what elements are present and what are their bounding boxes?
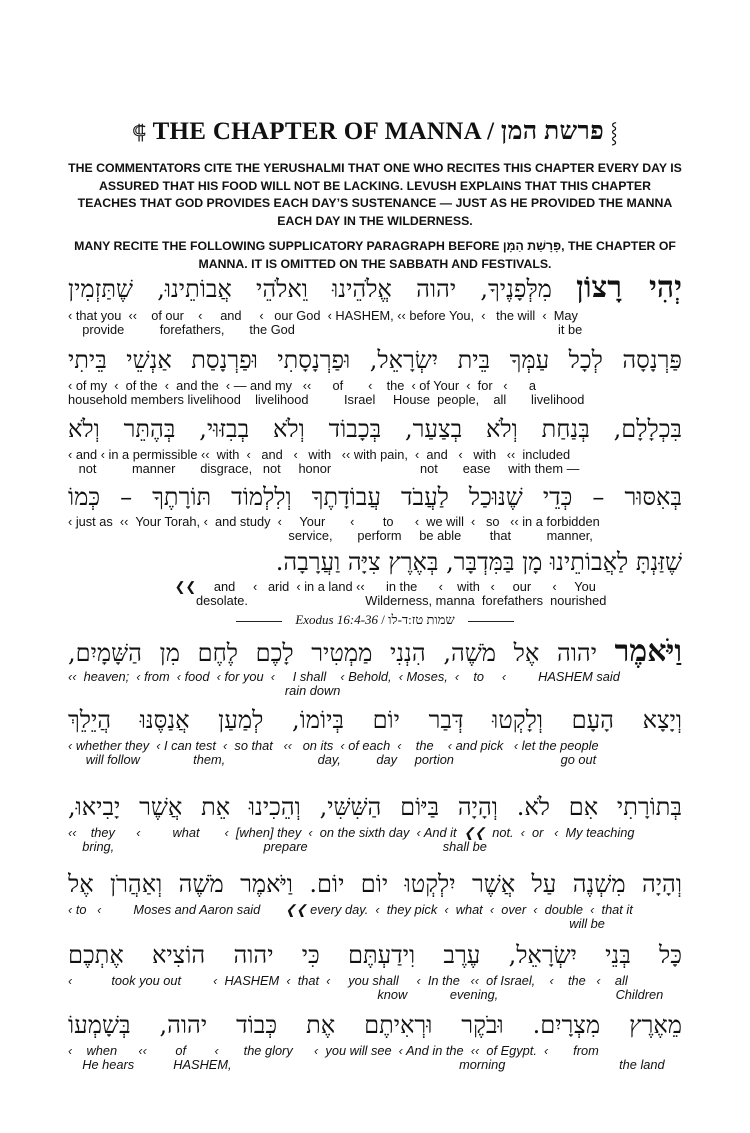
reference-hebrew: שמות טז:ד-לו [388, 612, 455, 627]
scripture-hebrew-line: כָּל בְּנֵי יִשְׂרָאֵל, עֶרֶב וִידַעְתֶּם כִּי יהוה הוֹצִיא אֶתְכֶם [68, 941, 682, 969]
interlinear-translation: He hears HASHEM, morning the land [68, 1058, 665, 1072]
interlinear-translation: ‹ to ‹ Moses and Aaron said ❮❮ every day. ‹ they pick ‹ what ‹ over ‹ double ‹ that it [68, 903, 633, 917]
opening-word: וַיֹּאמֶר [614, 634, 682, 669]
supplication-note: MANY RECITE THE FOLLOWING SUPPLICATORY PARAGRAPH BEFORE פָּרָשַׁת הַמָּן, THE CHAPTER OF MANNA. IT IS OMITTED ON THE SABBATH AND FESTIVALS. [74, 239, 676, 271]
title-text: THE CHAPTER OF MANNA / פרשת המן [152, 118, 604, 145]
interlinear-translation: ‹ that you ‹‹ of our ‹ and ‹ our God ‹ HASHEM, ‹‹ before You, ‹ the will ‹ May [68, 309, 578, 323]
interlinear-translation: provide forefathers, the God it be [68, 323, 583, 337]
interlinear-translation: will follow them, day, day portion go out [68, 753, 597, 767]
scripture-hebrew-line [68, 632, 682, 672]
interlinear-translation: ‹ just as ‹‹ Your Torah, ‹ and study ‹ Your ‹ to ‹ we will ‹ so ‹‹ in a forbidden [68, 515, 600, 529]
interlinear-translation: ‹ and ‹ in a permissible ‹‹ with ‹ and ‹ with ‹‹ with pain, ‹ and ‹ with ‹‹ included [68, 448, 571, 462]
prayer-hebrew-line: פַּרְנָסָה לְכָל עַמְּךָ בֵּית יִשְׂרָאֵל, וּפַרְנָסָתִי וּפַרְנָסַת אַנְשֵׁי בֵּיתִי [68, 346, 682, 374]
hebrew-text: יהוה אֶל מֹשֶׁה, הִנְנִי מַמְטִיר לָכֶם לֶחֶם מִן הַשָּׁמָיִם, [68, 639, 597, 667]
interlinear-translation: ‹‹ they ‹ what ‹ [when] they ‹ on the sixth day ‹ And it ❮❮ not. ‹ or ‹ My teaching [68, 826, 635, 840]
divider [236, 621, 282, 622]
scripture-hebrew-line: וְיָצָא הָעָם וְלָקְטוּ דְּבַר יוֹם בְּיוֹמוֹ, לְמַעַן אֲנַסֶּנּוּ הֲיֵלֵךְ [68, 706, 682, 734]
interlinear-translation: household members livelihood livelihood Israel House people, all livelihood [68, 393, 585, 407]
right-ornament-icon: ⸾ [610, 122, 618, 144]
interlinear-translation: will be [68, 917, 605, 931]
interlinear-translation: not manner disgrace, not honor not ease with them — [68, 462, 580, 476]
interlinear-translation: service, perform be able that manner, [68, 529, 593, 543]
interlinear-translation: ‹ whether they ‹ I can test ‹ so that ‹‹ on its ‹ of each ‹ the ‹ and pick ‹ let the people [68, 739, 599, 753]
opening-words: יְהִי רָצוֹן [576, 270, 682, 305]
interlinear-translation: desolate. Wilderness, manna forefathers nourished [68, 594, 607, 608]
interlinear-translation: ‹ took you out ‹ HASHEM ‹ that ‹ you shall ‹ In the ‹‹ of Israel, ‹ the ‹ all [68, 974, 628, 988]
hebrew-text: מִלְּפָנֶיךָ, יהוה אֱלֹהֵינוּ וֵאלֹהֵי אֲבוֹתֵינוּ, שֶׁתַּזְמִין [68, 275, 552, 303]
scripture-reference [0, 612, 750, 628]
interlinear-translation: ‹ of my ‹ of the ‹ and the ‹ — and my ‹‹ of ‹ the ‹ of Your ‹ for ‹ a [68, 379, 536, 393]
interlinear-translation: know evening, Children [68, 988, 664, 1002]
prayer-hebrew-line: בִּכְלָלָם, בְּנַחַת וְלֹא בְצַעַר, בְּכָבוֹד וְלֹא בְבִזּוּי, בְּהֶתֵּר וְלֹא [68, 415, 682, 443]
left-ornament-icon: ⸿ [131, 122, 147, 144]
commentary-note: THE COMMENTATORS CITE THE YERUSHALMI THAT ONE WHO RECITES THIS CHAPTER EVERY DAY IS ASSURED THAT HIS FOOD WILL NOT BE LACKING. LEVUSH EXPLAINS THAT THIS CHAPTER TEACHES THAT GOD PROVIDES EACH DAY’S SUSTENANCE — JUST AS HE PROVIDED THE MANNA EACH DAY IN THE WILDERNESS. [68, 161, 682, 228]
interlinear-translation: bring, prepare shall be [68, 840, 487, 854]
interlinear-translation: ‹‹ heaven; ‹ from ‹ food ‹ for you ‹ I shall ‹ Behold, ‹ Moses, ‹ to ‹ HASHEM said [68, 670, 620, 684]
scripture-hebrew-line: בְּתוֹרָתִי אִם לֹא. וְהָיָה בַּיּוֹם הַשִּׁשִּׁי, וְהֵכִינוּ אֵת אֲשֶׁר יָבִיאוּ, [68, 793, 682, 821]
scripture-hebrew-line: וְהָיָה מִשְׁנֶה עַל אֲשֶׁר יִלְקְטוּ יוֹם יוֹם. וַיֹּאמֶר מֹשֶׁה וְאַהֲרֹן אֶל [68, 870, 682, 898]
prayer-hebrew-line: שֶׁזַּנְתָּ לַאֲבוֹתֵינוּ מָן בַּמִּדְבָּר, בְּאֶרֶץ צִיָּה וַעֲרָבָה. [275, 548, 682, 576]
reference-english: Exodus 16:4-36 [295, 612, 379, 627]
prayer-hebrew-line [68, 268, 682, 308]
divider [468, 621, 514, 622]
prayer-hebrew-line: בְּאִסּוּר – כְּדֵי שֶׁנּוּכַל לַעֲבֹד עֲבוֹדָתֶךָ וְלִלְמוֹד תּוֹרָתֶךָ – כְּמוֹ [68, 483, 682, 511]
reference-separator: / [381, 612, 389, 627]
interlinear-translation: ❮❮ and ‹ arid ‹ in a land ‹‹ in the ‹ with ‹ our ‹ You [68, 580, 596, 594]
interlinear-translation: ‹ when ‹‹ of ‹ the glory ‹ you will see ‹ And in the ‹‹ of Egypt. ‹ from [68, 1044, 599, 1058]
interlinear-translation: rain down [68, 684, 341, 698]
page-title [0, 118, 750, 146]
scripture-hebrew-line: מֵאֶרֶץ מִצְרָיִם. וּבֹקֶר וּרְאִיתֶם אֶת כְּבוֹד יהוה, בְּשָׁמְעוֹ [68, 1011, 682, 1039]
